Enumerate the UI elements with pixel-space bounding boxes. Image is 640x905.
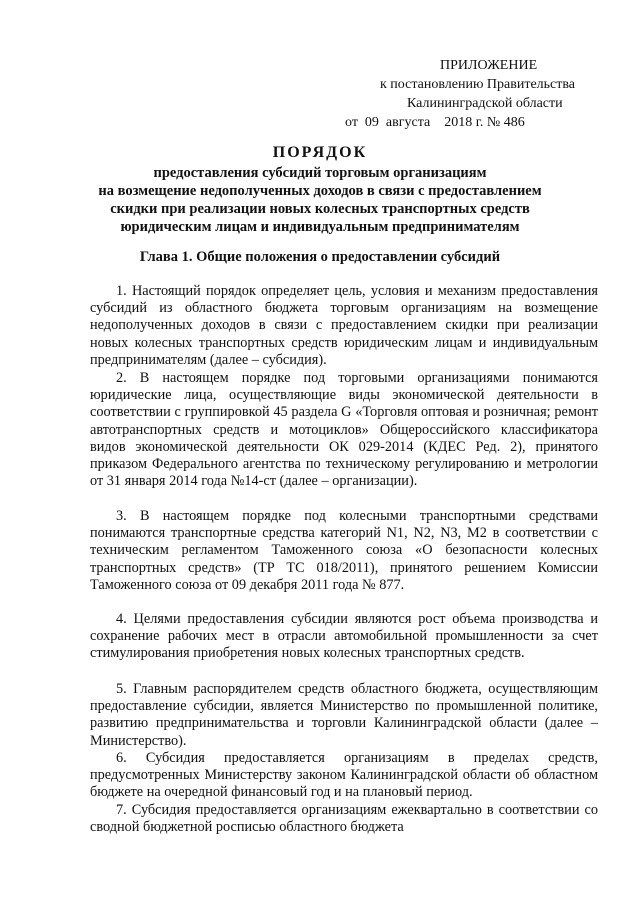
header-line-region: Калининградской области <box>407 96 563 111</box>
paragraph-4: 4. Целями предоставления субсидии являются рост объема производства и сохранение рабочих мест в отрасли автомобильной промышленности за счет стимулирования приобретения новых колесных транспортных средств. <box>90 611 598 662</box>
paragraph-1: 1. Настоящий порядок определяет цель, условия и механизм предоставления субсидий из областного бюджета торговым организациям на возмещение недополученных доходов в связи с предоставлением скидки при реализации новых колесных транспортных средств юридическим лицам и индивидуальным предпринимателям (далее – субсидия). <box>90 283 598 368</box>
paragraph-5: 5. Главным распорядителем средств областного бюджета, осуществляющим предоставление субсидии, является Министерство по промышленной политике, развитию предпринимательства и торговли Калининградской области (далее – Министерство). <box>90 681 598 749</box>
subtitle-line-3: скидки при реализации новых колесных транспортных средств <box>110 201 530 217</box>
header-line-date-number: от 09 августа 2018 г. № 486 <box>345 115 525 130</box>
paragraph-3: 3. В настоящем порядке под колесными транспортными средствами понимаются транспортные средства категорий N1, N2, N3, M2 в соответствии с техническим регламентом Таможенного союза «О безопасности колесных транспортных средств» (ТР ТС 018/2011), принятого решением Комиссии Таможенного союза от 09 декабря 2011 года № 877. <box>90 508 598 593</box>
paragraph-2: 2. В настоящем порядке под торговыми организациями понимаются юридические лица, осуществляющие виды экономической деятельности в соответствии с группировкой 45 раздела G «Торговля оптовая и розничная; ремонт автотранспортных средств и мотоциклов» Общероссийского классификатора видов экономической деятельности ОК 029-2014 (КДЕС Ред. 2), принятого приказом Федерального агентства по техническому регулированию и метрологии от 31 января 2014 года №14-ст (далее – организации). <box>90 370 598 490</box>
paragraph-7: 7. Субсидия предоставляется организациям ежеквартально в соответствии со сводной бюджетной росписью областного бюджета <box>90 802 598 836</box>
chapter-heading: Глава 1. Общие положения о предоставлении субсидий <box>139 249 501 265</box>
subtitle-line-4: юридическим лицам и индивидуальным предпринимателям <box>120 219 520 235</box>
appendix-label: ПРИЛОЖЕНИЕ <box>440 58 538 73</box>
document-title: ПОРЯДОК <box>272 144 368 161</box>
header-line-resolution: к постановлению Правительства <box>380 77 576 92</box>
subtitle-line-2: на возмещение недополученных доходов в связи с предоставлением <box>98 183 542 199</box>
subtitle-line-1: предоставления субсидий торговым организациям <box>153 165 487 181</box>
paragraph-6: 6. Субсидия предоставляется организациям в пределах средств, предусмотренных Министерству законом Калининградской области об областном бюджете на очередной финансовый год и на плановый период. <box>90 750 598 801</box>
